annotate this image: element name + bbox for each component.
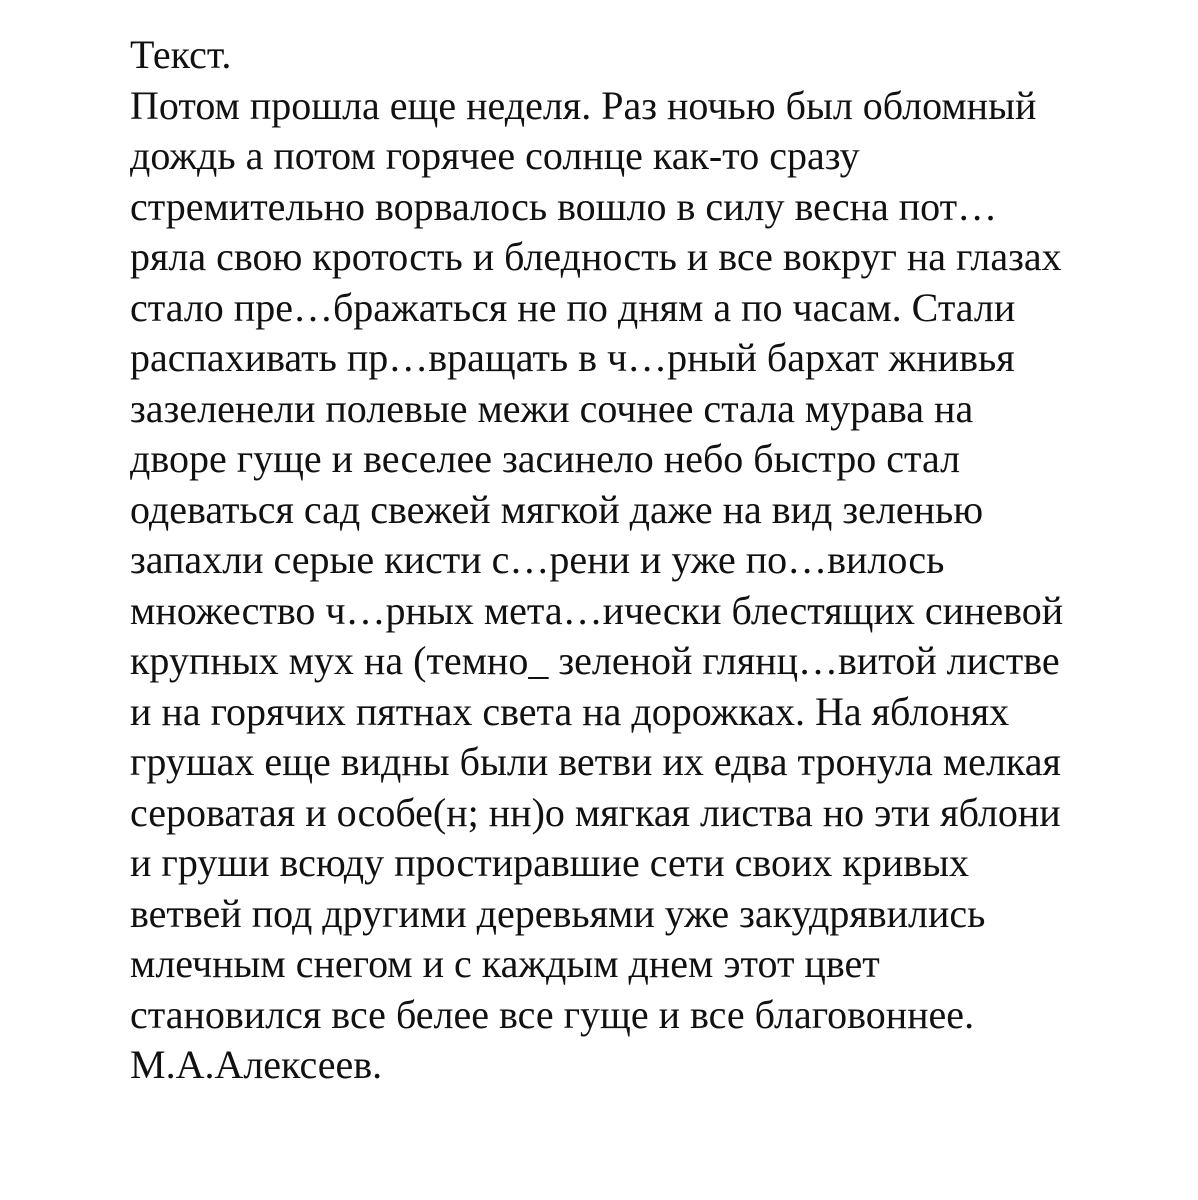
text-line: и на горячих пятнах света на дорожках. На яблонях <box>130 688 1010 734</box>
text-line: запахли серые кисти с…рени и уже по…вилось <box>130 537 945 582</box>
document-page <box>130 30 1190 1091</box>
text-line: стремительно ворвалось вошло в силу весна пот… <box>130 183 998 229</box>
text-line: грушах еще видны были ветви их едва тронула мелкая <box>130 739 1061 784</box>
document-heading: Текст. <box>130 32 232 77</box>
text-line: дождь а потом горячее солнце как-то сразу <box>130 133 860 178</box>
text-line: множество ч…рных мета…ически блестящих синевой <box>130 587 1064 633</box>
document-author: М.А.Алексеев. <box>130 1042 383 1087</box>
text-line: млечным снегом и с каждым днем этот цвет <box>130 941 880 986</box>
text-line: Потом прошла еще неделя. Раз ночью был обломный <box>130 82 1037 128</box>
text-line: зазеленели полевые межи сочнее стала мурава на <box>130 385 974 431</box>
text-line: сероватая и особе(н; нн)о мягкая листва но эти яблони <box>130 789 1061 835</box>
text-line: распахивать пр…вращать в ч…рный бархат жнивья <box>130 335 1015 380</box>
text-line: ряла свою кротость и бледность и все вокруг на глазах <box>130 234 1062 279</box>
text-line: ветвей под другими деревьями уже закудрявились <box>130 890 986 936</box>
text-line: одеваться сад свежей мягкой даже на вид зеленью <box>130 486 984 532</box>
text-line: становился все белее все гуще и все благовоннее. <box>130 991 975 1037</box>
text-line: стало пре…бражаться не по дням а по часам. Стали <box>130 284 1016 330</box>
text-line: дворе гуще и веселее засинело небо быстро стал <box>130 436 961 481</box>
text-line: и груши всюду простиравшие сети своих кривых <box>130 840 970 885</box>
text-line: крупных мух на (темно_ зеленой глянц…витой листве <box>130 638 1060 683</box>
